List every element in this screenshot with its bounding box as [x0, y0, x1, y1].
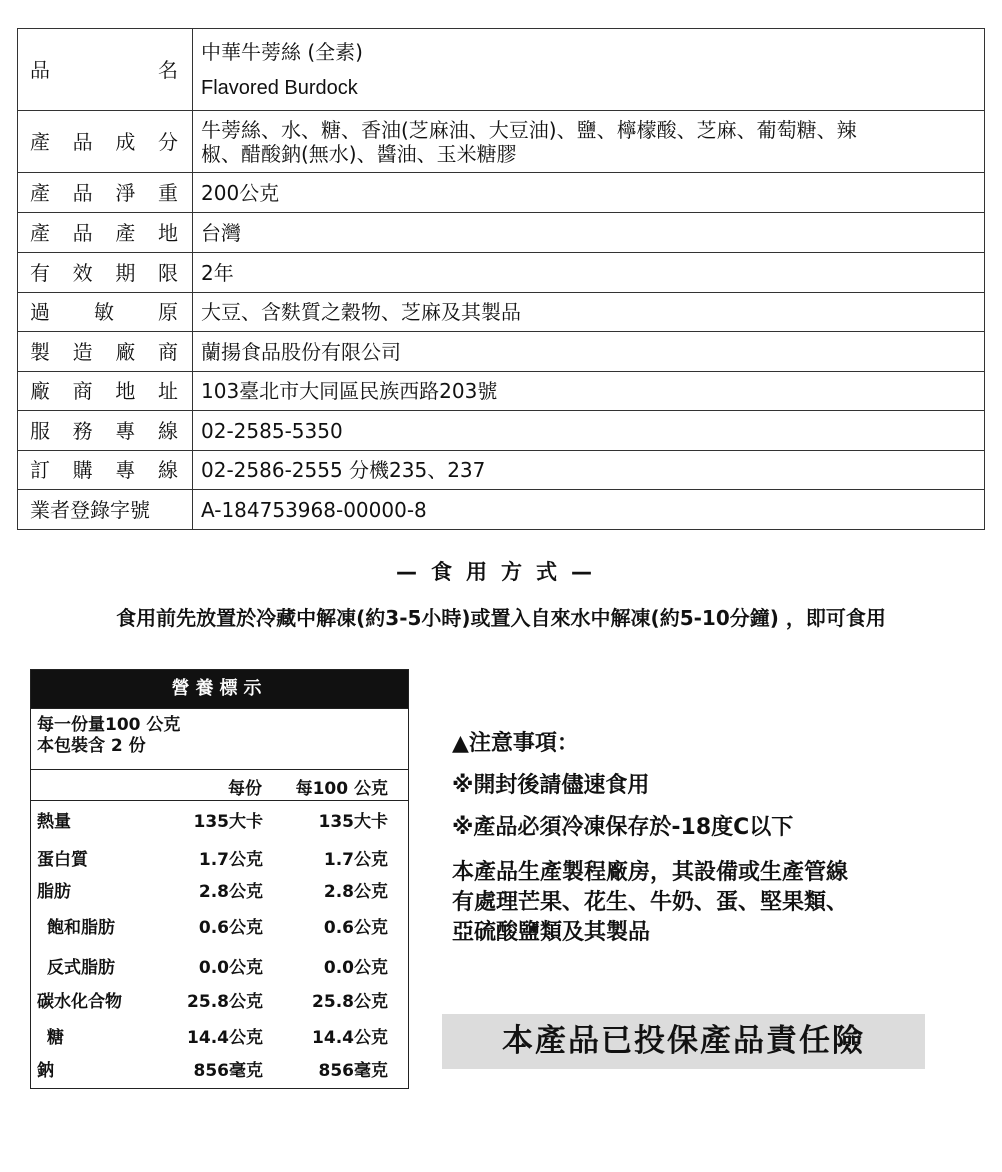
allergen-line-3: 亞硫酸鹽類及其製品 [452, 920, 651, 945]
info-label [18, 411, 193, 451]
usage-instructions: 食用前先放置於冷藏中解凍(約3-5小時)或置入自來水中解凍(約5-10分鐘) ，即可食用 [116, 606, 886, 630]
info-label-text [30, 221, 178, 245]
nutrient-name: 碳水化合物 [37, 992, 122, 1012]
info-label [18, 372, 193, 411]
info-value-text: A-184753968-00000-8 [201, 497, 427, 522]
info-label [18, 213, 193, 253]
info-label-char: 期 [115, 260, 136, 285]
info-label-char: 業者登錄字號 [30, 497, 150, 522]
info-row [18, 111, 985, 173]
info-value [193, 213, 985, 253]
nutrient-per-serving: 856毫克 [193, 1061, 263, 1081]
info-value [193, 451, 985, 490]
info-label-char: 品 [30, 57, 50, 82]
info-label [18, 293, 193, 332]
info-value [193, 490, 985, 530]
nutrient-name: 反式脂肪 [47, 958, 115, 978]
nutrient-per-serving: 0.6公克 [198, 918, 263, 938]
info-row [18, 451, 985, 490]
caution-notes [452, 730, 972, 948]
nutrient-name: 熱量 [37, 812, 71, 832]
info-label-char: 商 [157, 339, 178, 364]
notes-title: ▲注意事項： [452, 731, 579, 756]
info-label-char: 限 [157, 260, 178, 285]
info-value-text: 大豆、含麩質之穀物、芝麻及其製品 [201, 300, 521, 324]
info-row [18, 332, 985, 372]
nutrition-row [31, 987, 408, 1011]
col-per-100g: 每100 公克 [295, 779, 388, 799]
note-frozen: ※產品必須冷凍保存於-18度C以下 [452, 815, 794, 840]
allergen-line-1: 本產品生產製程廠房，其設備或生產管線 [452, 860, 849, 885]
info-label-char: 廠 [115, 339, 136, 364]
usage-title: —食用方式— [396, 560, 606, 584]
info-row [18, 372, 985, 411]
nutrient-name: 鈉 [37, 1061, 54, 1081]
nutrition-row [31, 1023, 408, 1047]
info-value-text: 牛蒡絲、水、糖、香油(芝麻油、大豆油)、鹽、檸檬酸、芝麻、葡萄糖、辣 [201, 117, 857, 142]
info-value [193, 332, 985, 372]
info-label-char: 產 [30, 220, 50, 245]
info-label [18, 451, 193, 490]
info-label-char: 訂 [30, 458, 50, 482]
info-label-text [30, 181, 178, 205]
info-value [193, 29, 985, 111]
nutrition-title: 營養標示 [31, 670, 408, 708]
info-row [18, 411, 985, 451]
info-label-char: 原 [158, 300, 178, 324]
info-label-text [30, 379, 178, 403]
info-label-char: 商 [72, 379, 93, 403]
nutrient-name: 蛋白質 [37, 850, 88, 870]
info-label-char: 地 [115, 379, 136, 403]
info-label-char: 址 [157, 379, 178, 403]
info-label-char: 廠 [30, 379, 50, 403]
info-value-text: 蘭揚食品股份有限公司 [201, 339, 401, 364]
nutrition-row [31, 953, 408, 977]
info-label-char: 務 [72, 418, 93, 443]
info-value [193, 253, 985, 293]
info-label-char: 重 [157, 180, 178, 205]
nutrition-row [31, 845, 408, 869]
info-label-char: 專 [115, 418, 136, 443]
nutrient-name: 糖 [47, 1028, 64, 1048]
info-value [193, 111, 985, 173]
info-label-text [30, 419, 178, 443]
info-row [18, 293, 985, 332]
info-label-char: 效 [72, 260, 93, 285]
serving-size: 每一份量100 公克 [37, 715, 181, 735]
info-label-char: 購 [72, 458, 93, 482]
note-open: ※開封後請儘速食用 [452, 773, 650, 798]
nutrition-row [31, 807, 408, 831]
nutrition-column-header [31, 770, 408, 801]
info-label [18, 253, 193, 293]
info-value-text: 02-2585-5350 [201, 418, 343, 443]
info-value-text: 2年 [201, 260, 234, 285]
info-label-text [30, 300, 178, 324]
info-label [18, 173, 193, 213]
info-label [18, 111, 193, 173]
nutrient-per-serving: 0.0公克 [198, 958, 263, 978]
info-label-char: 名 [158, 57, 178, 82]
info-label-char: 專 [115, 458, 136, 482]
info-label [18, 332, 193, 372]
info-value-text-2: Flavored Burdock [201, 76, 358, 99]
servings-per-pack: 本包裝含 2 份 [37, 736, 146, 756]
info-value-text: 103臺北市大同區民族西路203號 [201, 379, 498, 403]
nutrient-per-serving: 135大卡 [193, 812, 263, 832]
nutrient-per-100g: 25.8公克 [312, 992, 388, 1012]
info-label-char: 產 [115, 220, 136, 245]
nutrient-per-100g: 135大卡 [318, 812, 388, 832]
info-label-char: 品 [72, 180, 93, 205]
info-value [193, 372, 985, 411]
col-per-serving: 每份 [228, 779, 262, 799]
nutrient-per-serving: 2.8公克 [198, 882, 263, 902]
info-value [193, 293, 985, 332]
nutrient-per-serving: 14.4公克 [187, 1028, 263, 1048]
info-label-text [30, 261, 178, 285]
nutrient-name: 飽和脂肪 [47, 918, 115, 938]
nutrient-per-100g: 0.0公克 [323, 958, 388, 978]
info-label-char: 造 [72, 339, 93, 364]
nutrient-per-100g: 14.4公克 [312, 1028, 388, 1048]
info-row [18, 29, 985, 111]
serving-info [31, 708, 408, 770]
info-label-char: 敏 [94, 300, 114, 324]
info-label-char: 成 [115, 129, 136, 154]
nutrient-per-100g: 0.6公克 [323, 918, 388, 938]
info-label-text [30, 130, 178, 154]
info-label-text [30, 498, 178, 522]
nutrient-name: 脂肪 [37, 882, 71, 902]
nutrition-row [31, 1056, 408, 1080]
info-value-text: 200公克 [201, 180, 280, 205]
nutrient-per-serving: 1.7公克 [198, 850, 263, 870]
info-label-char: 製 [30, 339, 50, 364]
info-value-text-2: 椒、醋酸鈉(無水)、醬油、玉米糖膠 [201, 141, 517, 166]
info-label [18, 29, 193, 111]
info-label-char: 產 [30, 129, 50, 154]
nutrient-per-serving: 25.8公克 [187, 992, 263, 1012]
info-row [18, 490, 985, 530]
nutrient-per-100g: 856毫克 [318, 1061, 388, 1081]
product-info-table [17, 28, 985, 530]
info-row [18, 253, 985, 293]
info-value [193, 411, 985, 451]
info-label-char: 品 [72, 220, 93, 245]
info-label-char: 品 [72, 129, 93, 154]
allergen-facility-note [452, 858, 972, 948]
info-value-text: 中華牛蒡絲 (全素) [201, 39, 363, 64]
info-label-char: 線 [157, 458, 178, 482]
info-label [18, 490, 193, 530]
info-row [18, 213, 985, 253]
info-label-char: 過 [30, 300, 50, 324]
insurance-badge: 本產品已投保產品責任險 [442, 1014, 925, 1069]
info-label-char: 線 [157, 418, 178, 443]
info-label-text [30, 340, 178, 364]
info-label-char: 分 [157, 129, 178, 154]
info-label-char: 產 [30, 180, 50, 205]
nutrition-label [30, 669, 409, 1089]
nutrition-row [31, 877, 408, 901]
info-label-char: 服 [30, 418, 50, 443]
nutrient-per-100g: 2.8公克 [323, 882, 388, 902]
info-label-char: 有 [30, 260, 50, 285]
info-value [193, 173, 985, 213]
info-label-text [30, 58, 178, 82]
info-value-text: 02-2586-2555 分機235、237 [201, 458, 486, 482]
info-label-text [30, 458, 178, 482]
info-row [18, 173, 985, 213]
info-label-char: 淨 [115, 180, 136, 205]
nutrition-row [31, 913, 408, 937]
allergen-line-2: 有處理芒果、花生、牛奶、蛋、堅果類、 [452, 890, 849, 915]
info-value-text: 台灣 [201, 220, 241, 245]
nutrient-per-100g: 1.7公克 [323, 850, 388, 870]
info-label-char: 地 [157, 220, 178, 245]
